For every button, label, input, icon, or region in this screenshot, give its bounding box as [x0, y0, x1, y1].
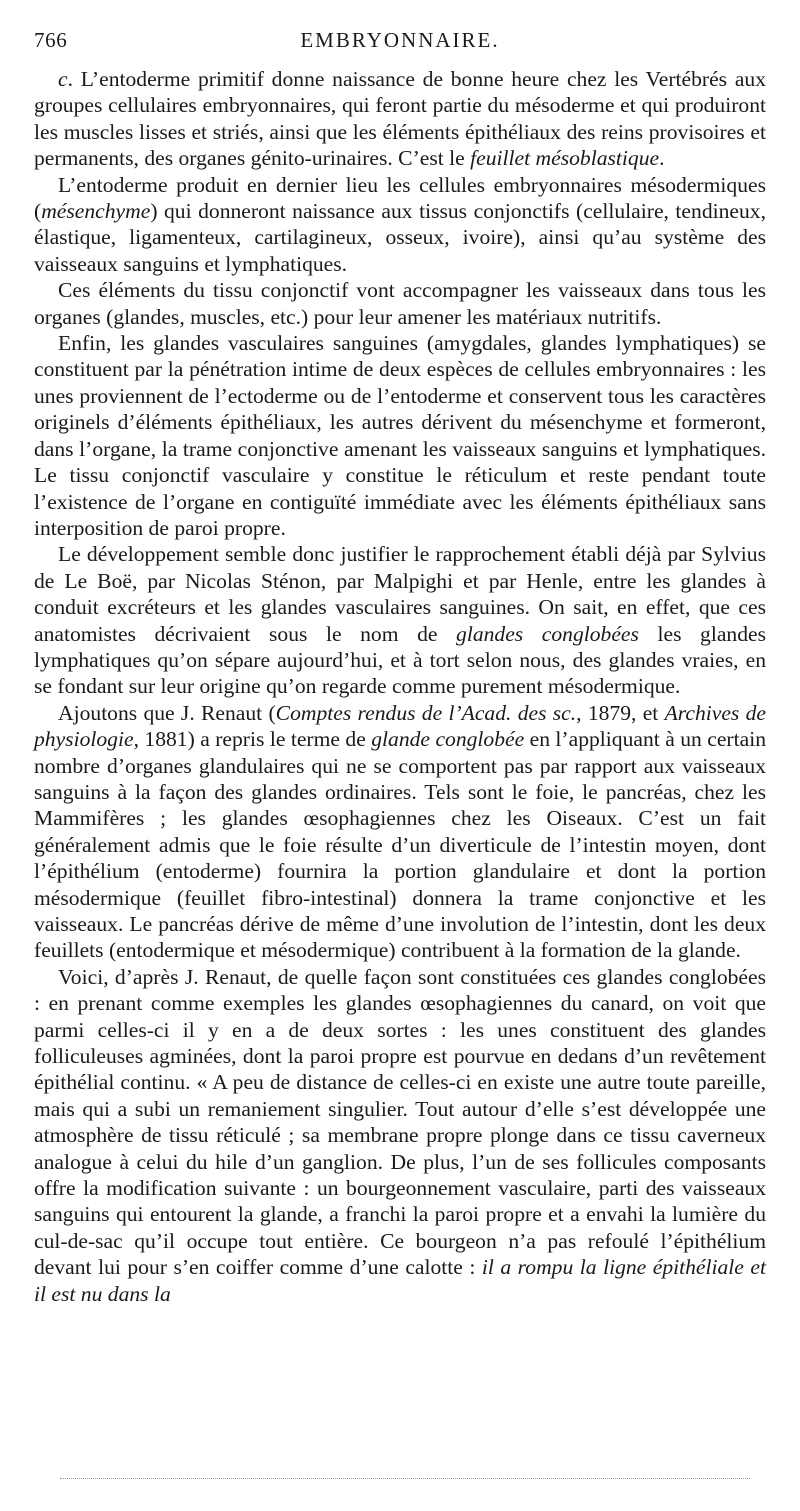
paragraph	[34, 277, 766, 330]
text-run: ) qui donneront naissance aux tissus conjonctifs (cellulaire, tendineux, élastique, ligamenteux, cartilagineux, osseux, ivoire), ainsi qu’au système des vaisseaux sanguins et lymphatiques.	[34, 199, 766, 276]
paragraph	[34, 964, 766, 1307]
text-run: L’entoderme produit en dernier lieu les cellules embryonnaires mésodermiques (	[34, 172, 766, 224]
paragraph	[34, 541, 766, 699]
body-text	[34, 66, 766, 1307]
page-header	[34, 22, 766, 52]
text-run: en l’appliquant à un certain nombre d’organes glandulaires qui ne se comportent pas par rapport aux vaisseaux sanguins à la façon des glandes ordinaires. Tels sont le foie, le pancréas, chez les Mammifères ; les glandes œsophagiennes chez les Oiseaux. C’est un fait généralement admis que le foie résulte d’un diverticule de l’intestin moyen, dont l’épithélium (entoderme) fournira la portion glandulaire et dont la portion mésodermique (feuillet fibro-intestinal) donnera la trame conjonctive et les vaisseaux. Le pancréas dérive de même d’une involution de l’intestin, dont les deux feuillets (entodermique et mésodermique) contribuent à la formation de la glande.	[34, 727, 766, 963]
text-run: les glandes lymphatiques qu’on sépare aujourd’hui, et à tort selon nous, des glandes vraies, en se fondant sur leur origine qu’on regarde comme purement mésodermique.	[34, 621, 767, 699]
italic-run: glande conglobée	[371, 727, 525, 752]
text-run: Ajoutons que J. Renaut (	[58, 700, 276, 725]
italic-run: Comptes rendus de l’Acad. des sc.	[275, 700, 577, 725]
paragraph	[34, 700, 766, 964]
italic-run: il a rompu la ligne épithéliale et il est nu dans la	[34, 1255, 766, 1306]
text-run: . L’entoderme primitif donne naissance de bonne heure chez les Vertébrés aux groupes cellulaires embryonnaires, qui feront partie du mésoderme et qui produiront les muscles lisses et striés, ainsi que les éléments épithéliaux des reins provisoires et permanents, des organes génito-urinaires. C’est le	[34, 67, 766, 171]
italic-run: feuillet mésoblastique	[470, 146, 660, 171]
page-number: 766	[34, 28, 68, 52]
italic-run: Archives de physiologie	[34, 700, 767, 752]
italic-run: glandes conglobées	[456, 621, 639, 646]
paragraph	[34, 66, 766, 172]
text-run: Voici, d’après J. Renaut, de quelle façon sont constituées ces glandes conglobées : en prenant comme exemples les glandes œsophagiennes du canard, on voit que parmi celles-ci il y en a de deux sortes : les unes constituent des glandes folliculeuses agminées, dont la paroi propre est pourvue en dedans d’un revêtement épithélial continu. « A peu de distance de celles-ci en existe une autre toute pareille, mais qui a subi un remaniement singulier. Tout autour d’elle s’est développée une atmosphère de tissu réticulé ; sa membrane propre plonge dans ce tissu caverneux analogue à celui du hile d’un ganglion. De plus, l’un de ses follicules composants offre la modification suivante : un bourgeonnement vasculaire, parti des vaisseaux sanguins qui entourent la glande, a franchi la paroi propre et a envahi la lumière du cul-de-sac qu’il occupe tout entière. Ce bourgeon n’a pas refoulé l’épithélium devant lui pour s’en coiffer comme d’une calotte :	[34, 964, 766, 1280]
text-run: Le développement semble donc justifier le rapprochement établi déjà par Sylvius de Le Boë, par Nicolas Sténon, par Malpighi et par Henle, entre les glandes à conduit excréteurs et les glandes vasculaires sanguines. On sait, en effet, que ces anatomistes décrivaient sous le nom de	[34, 542, 766, 646]
text-run: , 1879, et	[576, 700, 665, 725]
text-run: Ces éléments du tissu conjonctif vont accompagner les vaisseaux dans tous les organes (glandes, muscles, etc.) pour leur amener les matériaux nutritifs.	[34, 278, 766, 329]
paragraph	[34, 330, 766, 541]
text-run: , 1881) a repris le terme de	[133, 727, 372, 752]
text-run: .	[659, 146, 665, 171]
paragraph	[34, 172, 766, 278]
running-title: EMBRYONNAIRE.	[300, 28, 500, 52]
footer-rule	[60, 1478, 750, 1479]
italic-run: mésenchyme	[41, 199, 151, 224]
text-run: Enfin, les glandes vasculaires sanguines (amygdales, glandes lymphatiques) se constituent par la pénétration intime de deux espèces de cellules embryonnaires : les unes proviennent de l’ectoderme ou de l’entoderme et conservent tous les caractères originels d’éléments épithéliaux, les autres dérivent du mésenchyme et formeront, dans l’organe, la trame conjonctive amenant les vaisseaux sanguins et lymphatiques. Le tissu conjonctif vasculaire y constitue le réticulum et reste pendant toute l’existence de l’organe en contiguïté immédiate avec les éléments épithéliaux sans interposition de paroi propre.	[34, 331, 766, 540]
italic-run: c	[58, 67, 68, 91]
